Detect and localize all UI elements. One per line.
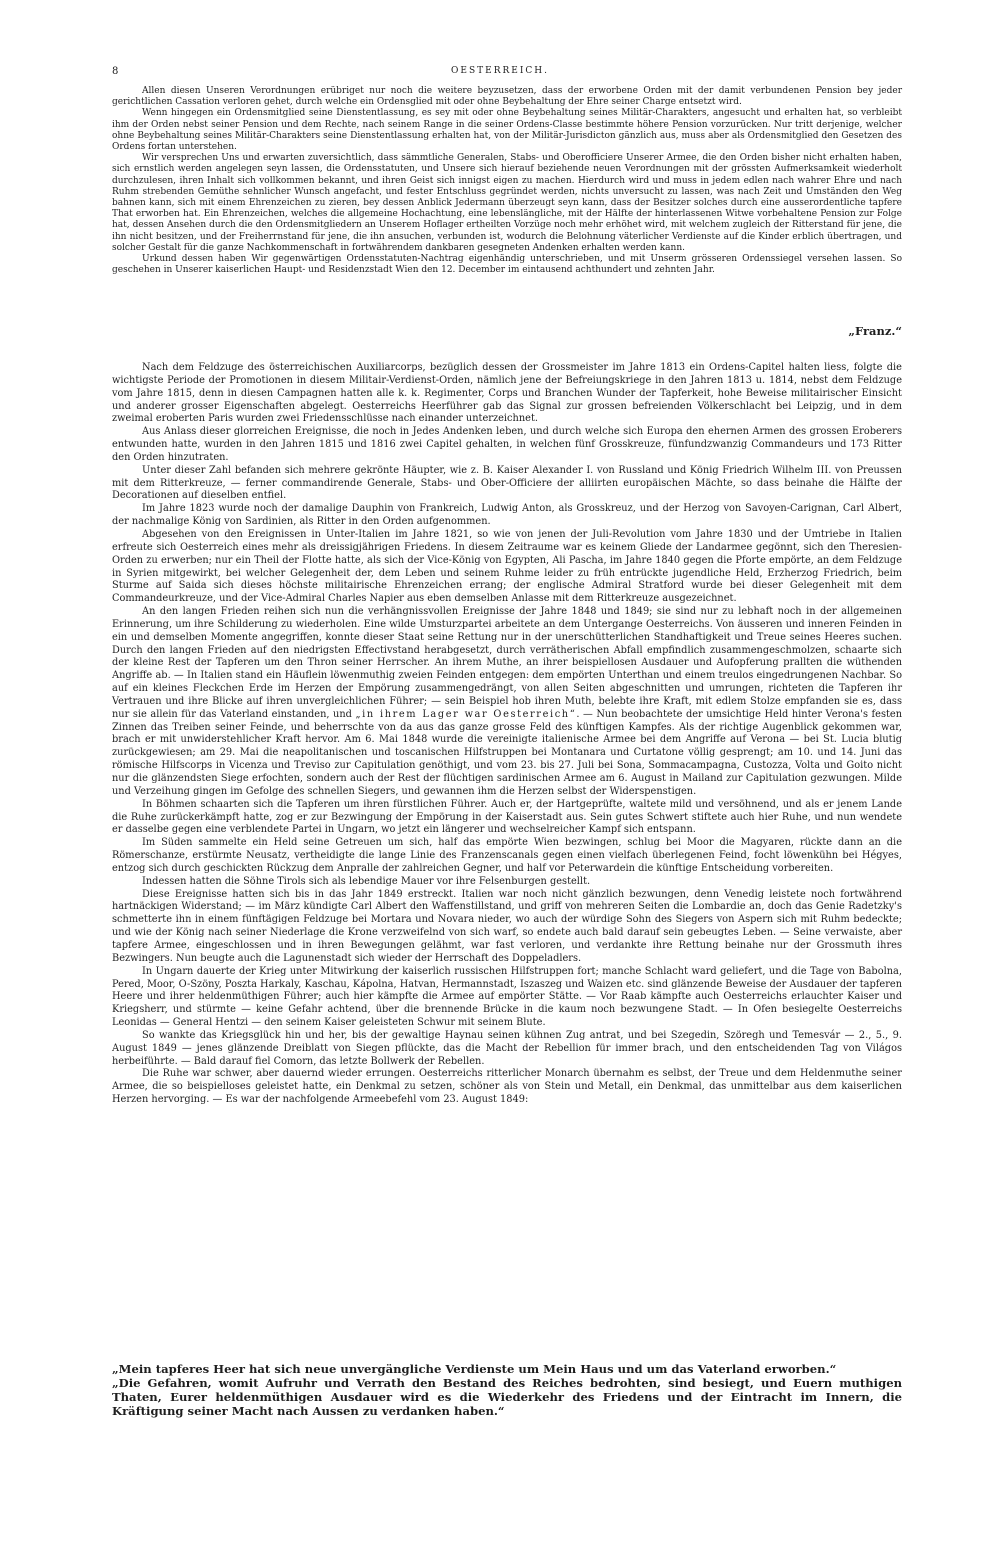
body-paragraph: Diese Ereignisse hatten sich bis in das Jahr 1849 erstreckt. Italien war noch nicht gänzlich bezwungen, denn Venedig leistete noch fortwährend hartnäckigen Widerstand; — im März kündigte Carl Albert den Waffenstillstand, und griff von mehreren Seiten die Lombardie an, doch das Genie Radetzky's schmetterte ihn in einem fünftägigen Feldzuge bei Mortara und Novara nieder, wo auch der würdige Sohn des Siegers von Aspern sich mit Ruhm bedeckte; und wie der König nach seiner Niederlage die Krone verzweifelnd von sich warf, so endete auch bald darauf sein gebeugtes Leben. — Seine verwaiste, aber tapfere Armee, eingeschlossen und in ihren Bewegungen gelähmt, war fast verloren, und verdankte ihre Rettung beinahe nur der Grossmuth ihres Bezwingers. Nun beugte auch die Lagunenstadt sich wieder der Herrschaft des Doppeladlers. bbox=[112, 888, 902, 964]
body-paragraph: In Ungarn dauerte der Krieg unter Mitwirkung der kaiserlich russischen Hilfstruppen fort; manche Schlacht ward geliefert, und die Tage von Babolna, Pered, Moor, O-Szöny, Poszta Harkaly, Kaschau, Kápolna, Hatvan, Hermannstadt, Iszaszeg und Waizen etc. sind glänzende Beweise der Ausdauer der tapferen Heere und ihrer heldenmüthigen Führer; auch hier kämpfte die Armee auf empörter Stätte. — Vor Raab kämpfte auch Oesterreichs erlauchter Kaiser und Kriegsherr, und stürmte — keine Gefahr achtend, über die brennende Brücke in die kaum noch bezwungene Stadt. — In Ofen besiegelte Oesterreichs Leonidas — General Hentzi — den seinem Kaiser geleisteten Schwur mit seinem Blute. bbox=[112, 965, 902, 1029]
quote-line: „Mein tapferes Heer hat sich neue unvergängliche Verdienste um Mein Haus und um das Vaterland erworben.“ bbox=[112, 1362, 837, 1376]
body-paragraph: Aus Anlass dieser glorreichen Ereignisse, die noch in Jedes Andenken leben, und durch welche sich Europa den ehernen Armen des grossen Eroberers entwunden hatte, wurden in den Jahren 1815 und 1816 zwei Capitel gehalten, in welchen fünf Grosskreuze, fünfundzwanzig Commandeurs und 173 Ritter den Orden hinzutraten. bbox=[112, 426, 902, 463]
body-paragraph bbox=[112, 606, 902, 799]
decree-paragraph: Wir versprechen Uns und erwarten zuversichtlich, dass sämmtliche Generalen, Stabs- und Oberofficiere Unserer Armee, die den Orden bisher nicht erhalten haben, sich ernstlich werden angelegen seyn lassen, die Ordensstatuten, und Unsere sich hierauf beziehende neuen Verordnungen mit der grössten Aufmerksamkeit wiederholt durchzulesen, ihren Inhalt sich vollkommen bekannt, und ihren Geist sich innigst eigen zu machen. Hierdurch wird und muss in jedem edlen nach wahrer Ehre und nach Ruhm strebenden Gemüthe sehnlicher Wunsch angefacht, und fester Entschluss gegründet werden, nichts unversucht zu lassen, was nach Zeit und Umständen den Weg bahnen kann, sich mit einem Ehrenzeichen zu zieren, bey dessen Anblick Jedermann überzeugt seyn kann, dass der Besitzer solches durch eine ausserordentliche tapfere That erworben hat. Ein Ehrenzeichen, welches die allgemeine Hochachtung, eine lebenslängliche, mit der Hälfte der hinterlassenen Witwe vorbehaltene Pension zur Folge hat, dessen Ansehen durch die den Ordensmitgliedern an Unserem Hoflager ertheilten Vorzüge noch mehr erhöhet wird, mit welchem zugleich der Ritterstand für jene, die ihn nicht besitzen, und der Freiherrnstand für jene, die ihn ansuchen, verbunden ist, wodurch die Belohnung väterlicher Verdienste auf die Kinder erblich übertragen, und solcher Gestalt für die ganze Nachkommenschaft in fortwährendem dankbaren gesegneten Andenken erhalten werden kann. bbox=[112, 153, 902, 253]
body-text: . — Nun beobachtete der umsichtige Held hinter Verona's festen Zinnen das Treiben seiner Feinde, und beherrschte von da aus das ganze grosse Feld des künftigen Kampfes. Als der richtige Augenblick gekommen war, brach er mit unwiderstehlicher Kraft hervor. Am 6. Mai 1848 wurde die vereinigte italienische Armee bei dem Angriffe auf Verona — bei St. Lucia blutig zurückgewiesen; am 29. Mai die neapolitanischen und toscanischen Hilfstruppen bei Montanara und Curtatone völlig gesprengt; am 10. und 14. Juni das römische Hilfscorps in Vicenza und Treviso zur Capitulation genöthigt, und vom 23. bis 27. Juli bei Sona, Sommacampagna, Custozza, Volta und Goito nicht nur die glänzendsten Siege erfochten, sondern auch der Rest der flüchtigen sardinischen Armee am 6. August in Mailand zur Capitulation gezwungen. Milde und Verzeihung gingen im Gefolge des schnellen Siegers, und gewannen ihm die Herzen selbst der Widerspenstigen. bbox=[112, 708, 903, 797]
signature: „Franz.“ bbox=[848, 324, 902, 338]
decree-section bbox=[112, 86, 902, 276]
decree-paragraph: Urkund dessen haben Wir gegenwärtigen Ordensstatuten-Nachtrag eigenhändig unterschrieben, und mit Unserm grösseren Ordenssiegel versehen lassen. So geschehen in Unserer kaiserlichen Haupt- und Residenzstadt Wien den 12. December im eintausend achthundert und zehnten Jahr. bbox=[112, 254, 902, 276]
page-number: 8 bbox=[112, 66, 119, 77]
body-paragraph: In Böhmen schaarten sich die Tapferen um ihren fürstlichen Führer. Auch er, der Hartgeprüfte, waltete mild und versöhnend, und als er jenem Lande die Ruhe zurückerkämpft hatte, zog er zur Bezwingung der Empörung in der Kaiserstadt aus. Sein gutes Schwert stiftete auch hier Ruhe, und nun wendete er dasselbe gegen eine verblendete Partei in Ungarn, wo jetzt ein längerer und wechselreicher Kampf sich entspann. bbox=[112, 798, 902, 836]
body-text: An den langen Frieden reihen sich nun die verhängnissvollen Ereignisse der Jahre 1848 und 1849; sie sind nur zu lebhaft noch in der allgemeinen Erinnerung, um ihre Schilderung zu wiederholen. Eine wilde Umsturzpartei arbeitete an dem Untergange Oesterreichs. Von äusseren und inneren Feinden in ein und demselben Momente angegriffen, konnte dieser Staat seine Rettung nur in der unerschütterlichen Standhaftigkeit und Treue seines Heeres suchen. Durch den langen Frieden auf den niedrigsten Effectivstand herabgesetzt, durch verrätherischen Abfall empfindlich zusammengeschmolzen, schaarte sich der kleine Rest der Tapferen um den Thron seiner Herrscher. An ihrem Muthe, an ihrer beispiellosen Ausdauer und Aufopferung prallten die wüthenden Angriffe ab. — In Italien stand ein Häuflein löwenmuthig zweien Feinden entgegen: dem empörten Unterthan und einem treulos eingedrungenen Nachbar. So auf ein kleines Fleckchen Erde im Herzen der Empörung zusammengedrängt, von allen Seiten abgeschnitten und umrungen, richteten die Tapferen ihr Vertrauen und ihre Blicke auf ihren unvergleichlichen Führer; — sein Beispiel hob ihren Muth, belebte ihre Kraft, mit edlem Stolze empfanden sie es, dass nur sie allein für das Vaterland einstanden, und bbox=[112, 606, 902, 720]
army-order-quote bbox=[112, 1362, 902, 1418]
body-paragraph: Unter dieser Zahl befanden sich mehrere gekrönte Häupter, wie z. B. Kaiser Alexander I. von Russland und König Friedrich Wilhelm III. von Preussen mit dem Ritterkreuze, — ferner commandirende Generale, Stabs- und Ober-Officiere der alliirten europäischen Mächte, so dass beinahe die Hälfte der Decorationen auf dieselben entfiel. bbox=[112, 464, 902, 502]
page-header bbox=[0, 66, 1000, 80]
body-paragraph: Indessen hatten die Söhne Tirols sich als lebendige Mauer vor ihre Felsenburgen gestellt. bbox=[142, 875, 591, 887]
running-head: OESTERREICH. bbox=[451, 66, 549, 76]
decree-paragraph: Wenn hingegen ein Ordensmitglied seine Dienstentlassung, es sey mit oder ohne Beybehaltung seines Militär-Charakters, angesucht und erhalten hat, so verbleibt ihm der Orden nebst seiner Pension und dem Rechte, nach seinem Range in die seiner Ordens-Classe bestimmte höhere Pension vorzurücken. Nur tritt derjenige, welcher ohne Beybehaltung seines Militär-Charakters seine Dienstentlassung erhalten hat, von der Militär-Jurisdicton gänzlich aus, muss aber als Ordensmitglied den Gesetzen des Ordens fortan unterstehen. bbox=[112, 108, 902, 153]
spaced-quote: „in ihrem Lager war Oesterreich“ bbox=[355, 708, 577, 720]
body-paragraph: Im Süden sammelte ein Held seine Getreuen um sich, half das empörte Wien bezwingen, schlug bei Moor die Magyaren, rückte dann an die Römerschanze, erstürmte Neusatz, vertheidigte die lange Linie des Franzenscanals gegen einen vielfach überlegenen Feind, focht löwenkühn bei Hégyes, entzog sich durch geschickten Rückzug dem Anpralle der zahlreichen Gegner, und half vor Peterwardein die künftige Entscheidung vorbereiten. bbox=[112, 837, 902, 874]
body-paragraph: Die Ruhe war schwer, aber dauernd wieder errungen. Oesterreichs ritterlicher Monarch übernahm es selbst, der Treue und dem Heldenmuthe seiner Armee, die so beispielloses geleistet hatte, ein Denkmal zu setzen, schöner als von Stein und Metall, ein Denkmal, das unmittelbar aus dem kaiserlichen Herzen hervorging. — Es war der nachfolgende Armeebefehl vom 23. August 1849: bbox=[112, 1068, 902, 1106]
body-paragraph: So wankte das Kriegsglück hin und her, bis der gewaltige Haynau seinen kühnen Zug antrat, und bei Szegedin, Szöregh und Temesvár — 2., 5., 9. August 1849 — jenes glänzende Dreiblatt von Siegen pflückte, das die Macht der Rebellion für immer brach, und den entscheidenden Tag von Világos herbeiführte. — Bald darauf fiel Comorn, das letzte Bollwerk der Rebellen. bbox=[112, 1029, 902, 1067]
body-paragraph: Nach dem Feldzuge des österreichischen Auxiliarcorps, bezüglich dessen der Grossmeister im Jahre 1813 ein Ordens-Capitel halten liess, folgte die wichtigste Periode der Promotionen in diesem Militair-Verdienst-Orden, nämlich jene der Befreiungskriege in den Jahren 1813 u. 1814, nebst dem Feldzuge vom Jahre 1815, denn in diesen Campagnen hatten alle k. k. Regimenter, Corps und Branchen Wunder der Tapferkeit, hohe Beweise militairischer Einsicht und anderer grosser Eigenschaften abgelegt. Oesterreichs Heerführer gab das Signal zur grossen befreienden Völkerschlacht bei Leipzig, und in dem zweimal eroberten Paris wurden zwei Friedensschlüsse nach einander unterzeichnet. bbox=[112, 362, 902, 425]
body-paragraph: Im Jahre 1823 wurde noch der damalige Dauphin von Frankreich, Ludwig Anton, als Grosskreuz, und der Herzog von Savoyen-Carignan, Carl Albert, der nachmalige König von Sardinien, als Ritter in den Orden aufgenommen. bbox=[112, 503, 902, 528]
body-paragraph: Abgesehen von den Ereignissen in Unter-Italien im Jahre 1821, so wie von jenen der Juli-Revolution vom Jahre 1830 und der Umtriebe in Italien erfreute sich Oesterreich eines mehr als dreissigjährigen Friedens. In diesem Zeitraume war es keinem Gliede der Landarmee gegönnt, sich den Theresien-Orden zu erwerben; nur ein Theil der Flotte hatte, als sich der Vice-König von Egypten, Ali Pascha, im Jahre 1840 gegen die Pforte empörte, an dem Feldzuge in Syrien mitgewirkt, bei welcher Gelegenheit der, dem Leben und seinem Ruhme leider zu früh entrückte jugendliche Held, Erzherzog Friedrich, beim Sturme auf Saida sich dieses höchste militairische Ehrenzeichen errang; der englische Admiral Stratford wurde bei dieser Gelegenheit mit dem Commandeurkreuze, und der Vice-Admiral Charles Napier aus eben demselben Anlasse mit dem Ritterkreuze ausgezeichnet. bbox=[112, 528, 902, 605]
quote-line: „Die Gefahren, womit Aufruhr und Verrath den Bestand des Reiches bedrohten, sind besiegt, und Euern muthigen Thaten, Eurer heldenmüthigen Ausdauer wird es die Wiederkehr des Friedens und der Eintracht im Innern, die Kräftigung seiner Macht nach Aussen zu verdanken haben.“ bbox=[112, 1376, 902, 1419]
decree-paragraph: Allen diesen Unseren Verordnungen erübriget nur noch die weitere beyzusetzen, dass der erworbene Orden mit der damit verbundenen Pension bey jeder gerichtlichen Cassation verloren gehet, durch welche ein Ordensglied mit oder ohne Beybehaltung der Ehre seiner Charge entsetzt wird. bbox=[112, 86, 902, 108]
history-section bbox=[112, 362, 902, 1107]
